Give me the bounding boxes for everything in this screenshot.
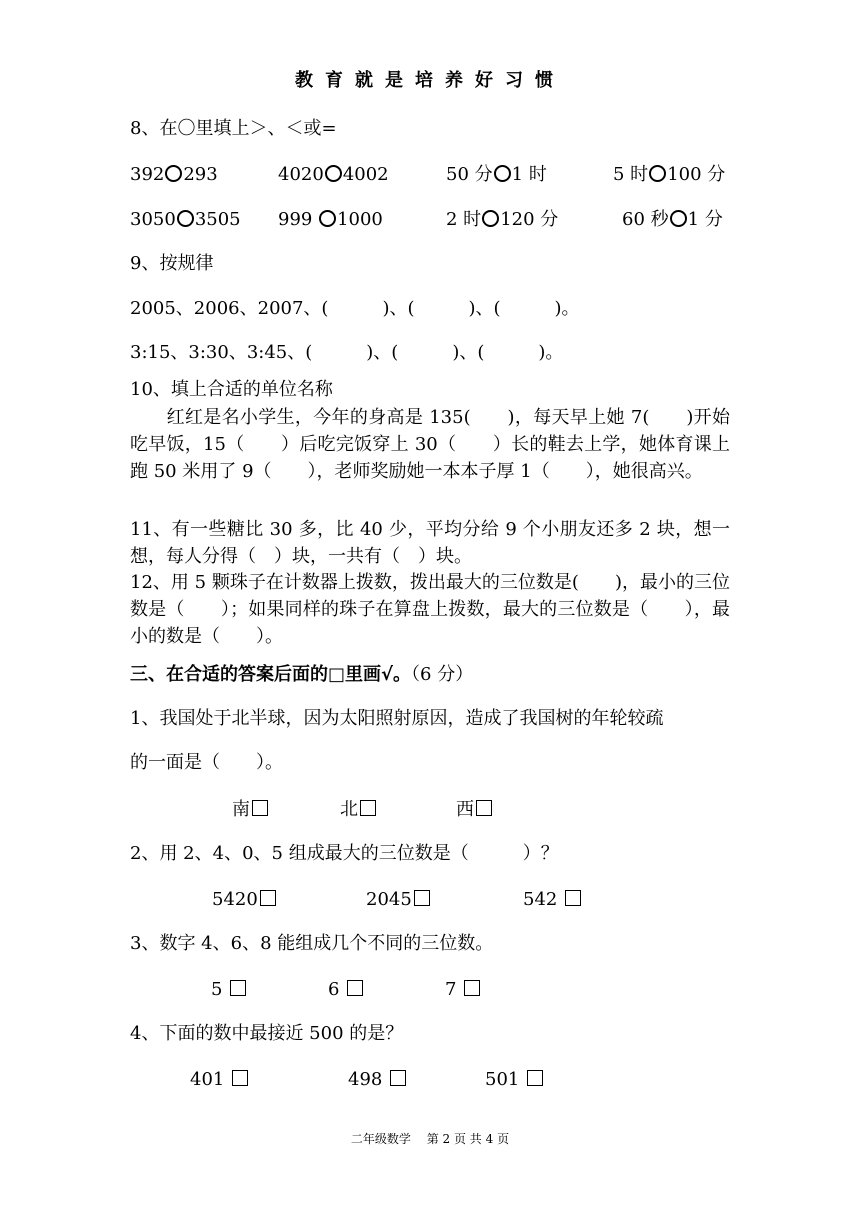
q8-item: 50 分 1 时	[446, 164, 547, 185]
s3q1-line1: 1、我国处于北半球，因为太阳照射原因，造成了我国树的年轮较疏	[130, 708, 664, 729]
option: 西	[456, 799, 492, 821]
blank-circle[interactable]	[649, 165, 666, 182]
checkbox[interactable]	[476, 800, 492, 816]
option: 542	[523, 889, 581, 911]
q9-title: 9、按规律	[130, 253, 214, 274]
blank-circle[interactable]	[177, 210, 194, 227]
section-3-title: 三、在合适的答案后面的□里画√。（6 分）	[130, 664, 474, 685]
option: 南	[232, 799, 268, 821]
checkbox[interactable]	[464, 980, 480, 996]
q10-title: 10、填上合适的单位名称	[130, 379, 333, 400]
checkbox[interactable]	[232, 1070, 248, 1086]
q12-body: 12、用 5 颗珠子在计数器上拨数，拨出最大的三位数是( )，最小的三位数是（ ）；如果同样的珠子在算盘上拨数，最大的三位数是（ ），最小的数是（ ）。	[130, 572, 730, 647]
q8-item: 4020 4002	[278, 164, 389, 185]
checkbox[interactable]	[230, 980, 246, 996]
checkbox[interactable]	[347, 980, 363, 996]
checkbox[interactable]	[260, 890, 276, 906]
blank-circle[interactable]	[670, 210, 687, 227]
q8-item: 2 时 120 分	[446, 209, 559, 230]
option: 401	[190, 1069, 248, 1091]
checkbox[interactable]	[390, 1070, 406, 1086]
checkbox[interactable]	[565, 890, 581, 906]
checkbox[interactable]	[252, 800, 268, 816]
option: 501	[485, 1069, 543, 1091]
option: 2045	[366, 889, 430, 911]
blank-circle[interactable]	[319, 210, 336, 227]
q8-item: 392 293	[130, 164, 218, 185]
q8-item: 3050 3505	[130, 209, 241, 230]
option: 5	[211, 979, 246, 1001]
q8-title: 8、在〇里填上＞、＜或=	[130, 118, 337, 139]
page-footer: 二年级数学 第 2 页 共 4 页	[350, 1132, 510, 1146]
page-header: 教育就是培养好习惯	[295, 70, 565, 91]
option: 北	[340, 799, 376, 821]
s3q4-text: 4、下面的数中最接近 500 的是？	[130, 1023, 404, 1044]
checkbox[interactable]	[527, 1070, 543, 1086]
q8-item: 60 秒 1 分	[622, 209, 723, 230]
option: 5420	[212, 889, 276, 911]
option: 498	[348, 1069, 406, 1091]
s3q1-line2: 的一面是（ ）。	[130, 752, 283, 773]
option: 6	[328, 979, 363, 1001]
q9-sequence-1: 2005、2006、2007、( )、( )、( )。	[130, 298, 580, 319]
checkbox[interactable]	[414, 890, 430, 906]
option: 7	[445, 979, 480, 1001]
q8-item: 999 1000	[278, 209, 383, 230]
s3q2-text: 2、用 2、4、0、5 组成最大的三位数是（ ）？	[130, 843, 559, 864]
q10-body: 红红是名小学生，今年的身高是 135( )，每天早上她 7( )开始吃早饭，15（ ）后吃完饭穿上 30（ ）长的鞋去上学，她体育课上跑 50 米用了 9（ ），老师奖励她一本本子厚 1（ ），她很高兴。	[130, 407, 730, 482]
blank-circle[interactable]	[325, 165, 342, 182]
q9-sequence-2: 3:15、3:30、3:45、( )、( )、( )。	[130, 342, 564, 363]
s3q3-text: 3、数字 4、6、8 能组成几个不同的三位数。	[130, 933, 494, 954]
blank-circle[interactable]	[165, 165, 182, 182]
q8-item: 5 时 100 分	[613, 164, 726, 185]
checkbox[interactable]	[360, 800, 376, 816]
q11-body: 11、有一些糖比 30 多，比 40 少，平均分给 9 个小朋友还多 2 块，想一想，每人分得（ ）块，一共有（ ）块。	[130, 519, 730, 567]
blank-circle[interactable]	[494, 165, 511, 182]
blank-circle[interactable]	[482, 210, 499, 227]
